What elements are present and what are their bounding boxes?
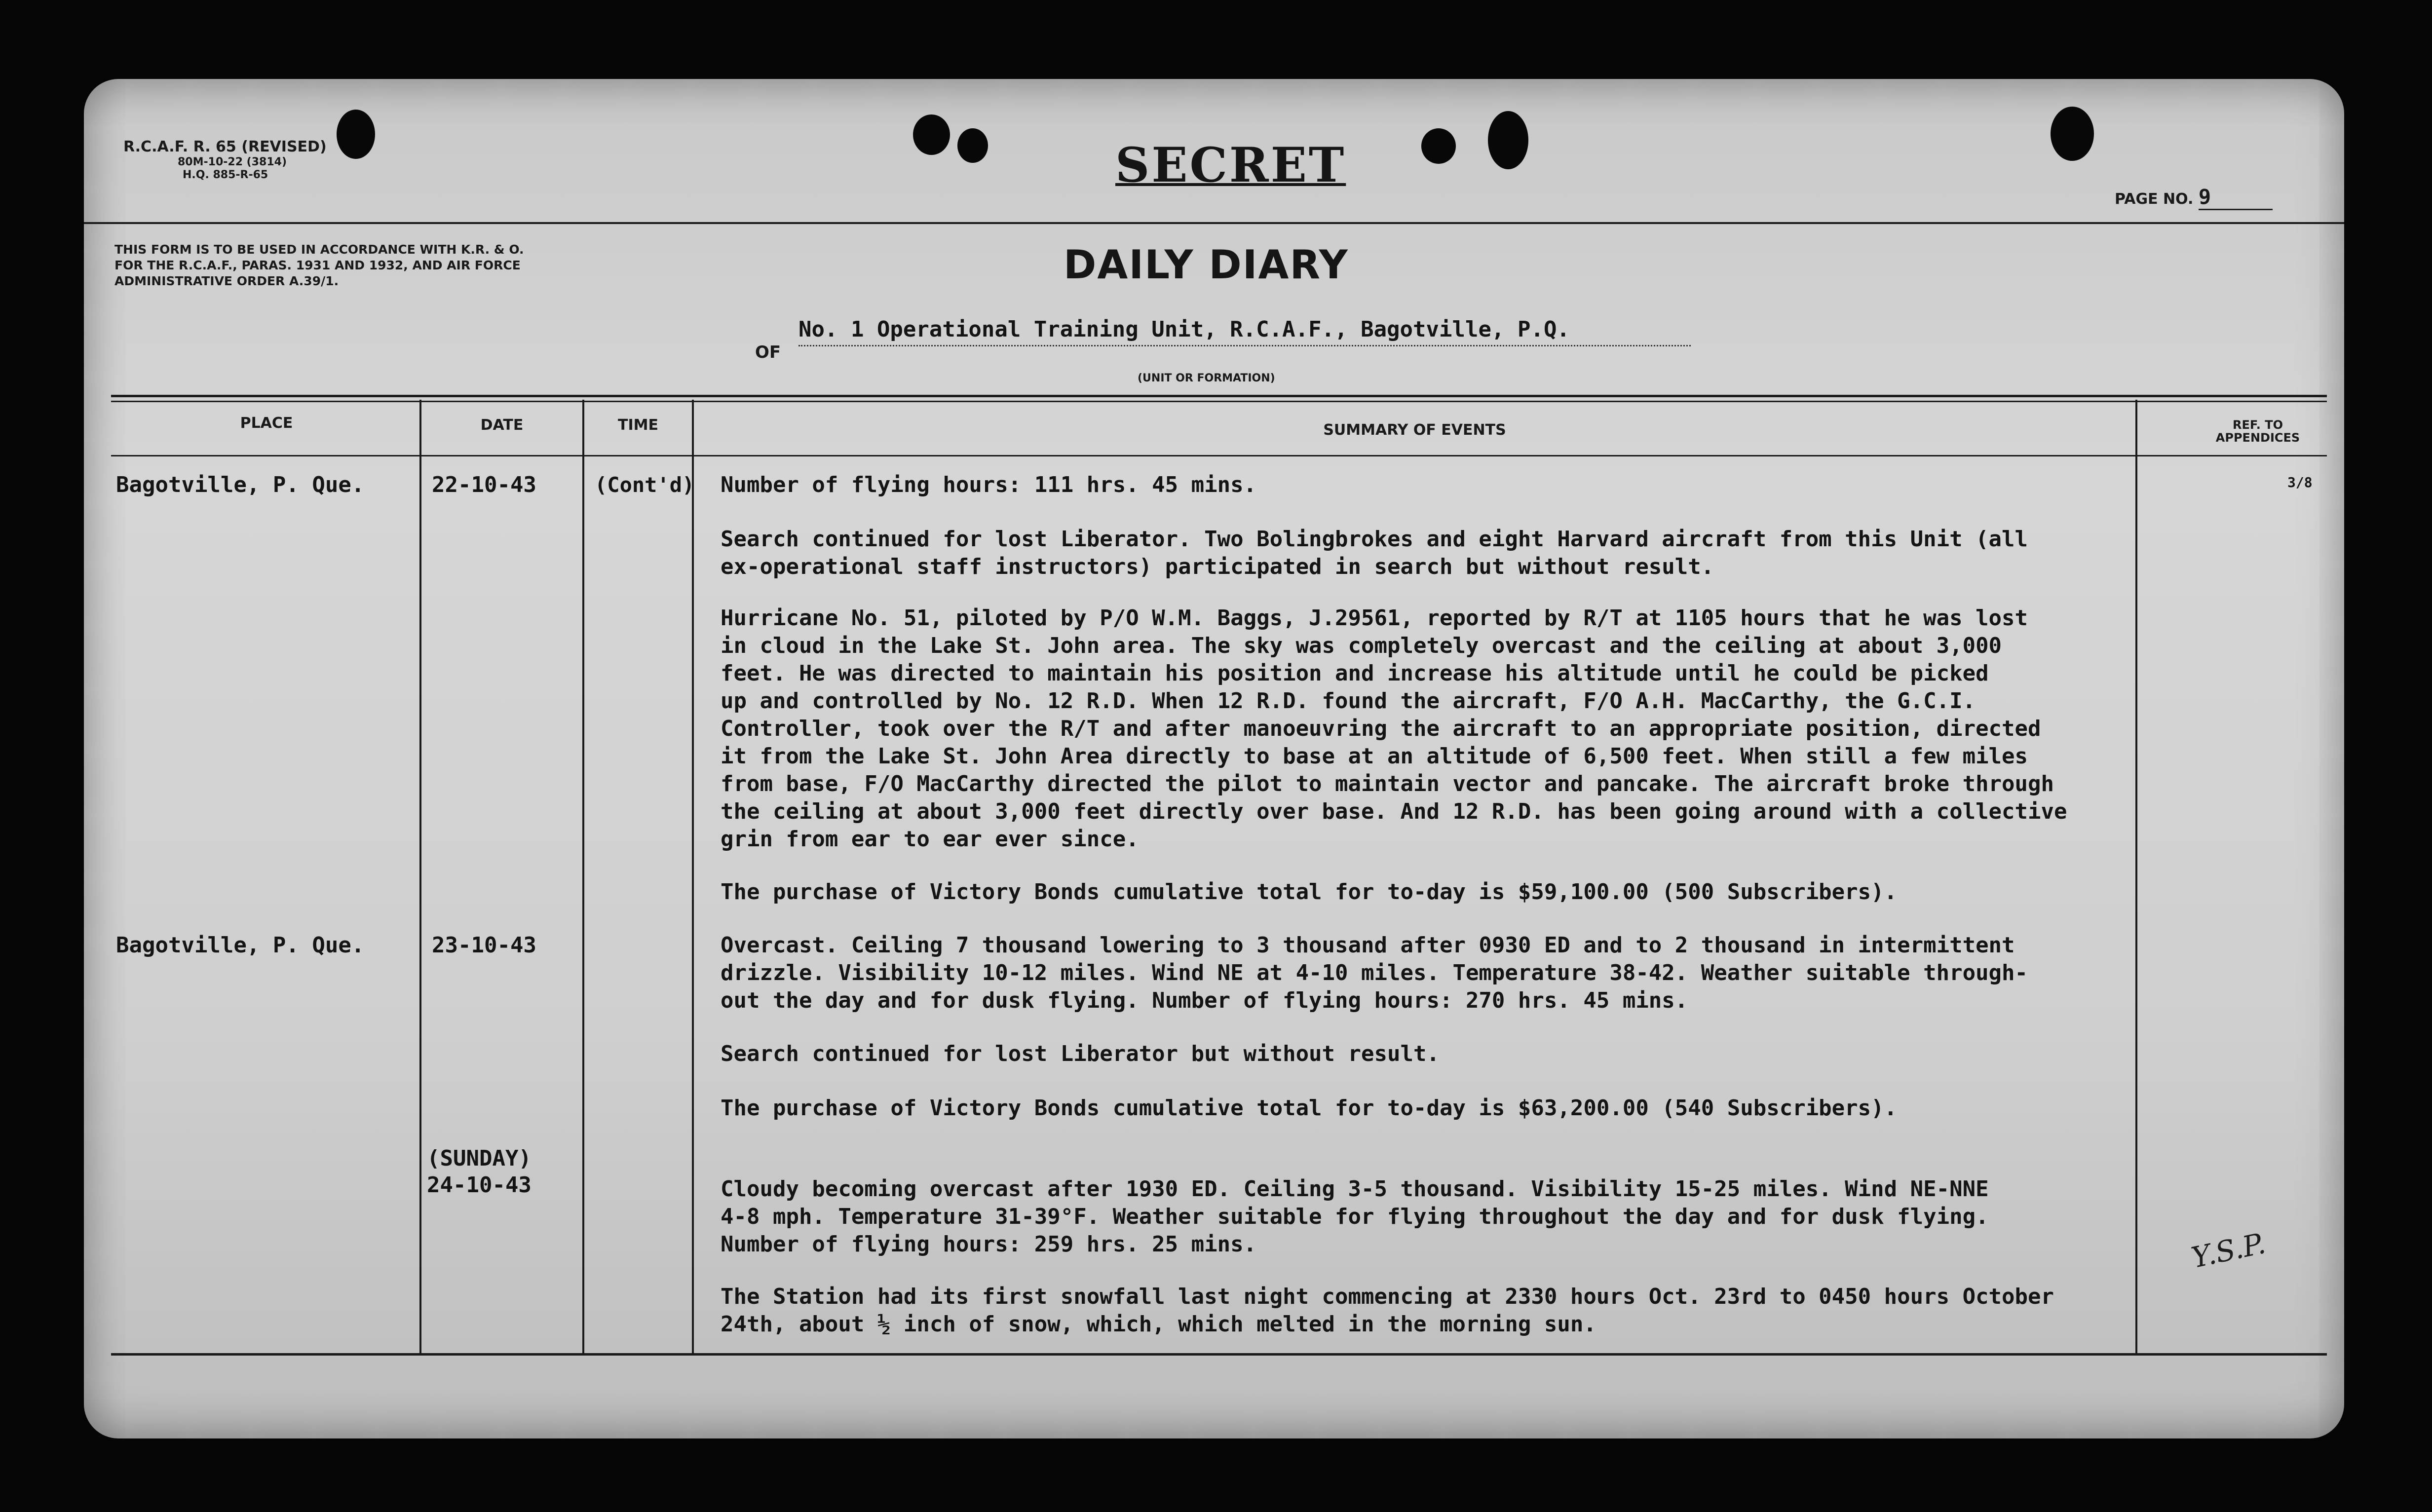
form-id-line3: H.Q. 885-R-65 — [183, 169, 268, 181]
page-label: PAGE NO. — [2115, 190, 2194, 208]
summary-paragraph: Hurricane No. 51, piloted by P/O W.M. Baggs, J.29561, reported by R/T at 1105 hours that he was lost in cloud in the Lake St. John area. The sky was completely overcast and the ceiling at about 3,000 feet. He was directed to maintain his position and increase his altitude until he could be picked up and controlled by No. 12 R.D. When 12 R.D. found the aircraft, F/O A.H. MacCarthy, the G.C.I. Controller, took over the R/T and after manoeuvring the aircraft to an appropriate position, directed it from the Lake St. John Area directly to base at an altitude of 6,500 feet. When still a few miles from base, F/O MacCarthy directed the pilot to maintain vector and pancake. The aircraft broke through the ceiling at about 3,000 feet directly over base. And 12 R.D. has been going around with a collective grin from ear to ear ever since. — [721, 605, 2067, 852]
form-id-line1: R.C.A.F. R. 65 (REVISED) — [123, 138, 327, 155]
unit-caption: (UNIT OR FORMATION) — [1138, 372, 1275, 384]
punch-hole — [337, 110, 375, 159]
entry-date: 23-10-43 — [432, 933, 536, 958]
entry-date: 22-10-43 — [432, 472, 536, 497]
entry-place: Bagotville, P. Que. — [116, 933, 365, 958]
col-divider-date — [582, 400, 584, 1355]
summary-paragraph: Cloudy becoming overcast after 1930 ED. Ceiling 3-5 thousand. Visibility 15-25 miles. Wind NE-NNE 4-8 mph. Temperature 31-39°F. Weather suitable for flying throughout the day and for dusk flying. Number of flying hours: 259 hrs. 25 mins. — [721, 1176, 1989, 1257]
form-id-line2: 80M-10-22 (3814) — [178, 156, 287, 168]
column-header-time: TIME — [618, 416, 658, 434]
summary-paragraph: The purchase of Victory Bonds cumulative total for to-day is $63,200.00 (540 Subscribers). — [721, 1096, 1898, 1121]
entry-time: (Cont'd) — [595, 473, 695, 497]
diary-title: DAILY DIARY — [1064, 242, 1349, 288]
summary-paragraph: Search continued for lost Liberator but without result. — [721, 1041, 1440, 1066]
classification-heading: SECRET — [1115, 137, 1346, 193]
table-top-rule-2 — [111, 401, 2327, 402]
page-number-label — [2115, 185, 2273, 210]
of-label: OF — [755, 342, 781, 362]
summary-paragraph: Number of flying hours: 111 hrs. 45 mins. — [721, 472, 1257, 497]
punch-hole — [2051, 107, 2094, 161]
summary-paragraph: Overcast. Ceiling 7 thousand lowering to 3 thousand after 0930 ED and to 2 thousand in intermittent drizzle. Visibility 10-12 miles. Wind NE at 4-10 miles. Temperature 38-42. Weather suitable through- out the day and for dusk flying. Number of flying hours: 270 hrs. 45 mins. — [721, 933, 2028, 1013]
handwritten-initials: Y.S.P. — [2188, 1226, 2269, 1275]
table-top-rule — [111, 395, 2327, 397]
table-bottom-rule — [111, 1353, 2327, 1356]
entry-appendix-ref: 3/8 — [2287, 474, 2313, 491]
page-number: 9 — [2199, 185, 2273, 210]
punch-hole — [1421, 128, 1456, 164]
col-divider-time — [692, 400, 694, 1355]
entry-day: (SUNDAY) — [427, 1146, 532, 1171]
entry-date: 24-10-43 — [427, 1172, 532, 1198]
form-id — [123, 138, 327, 182]
form-instructions: THIS FORM IS TO BE USED IN ACCORDANCE WITH K.R. & O. FOR THE R.C.A.F., PARAS. 1931 AND 1932, AND AIR FORCE ADMINISTRATIVE ORDER A.39/1. — [114, 242, 524, 288]
column-header-ref: REF. TO APPENDICES — [2215, 418, 2300, 445]
col-divider-place — [419, 400, 421, 1355]
punch-hole — [957, 128, 988, 163]
summary-paragraph: Search continued for lost Liberator. Two Bolingbrokes and eight Harvard aircraft from this Unit (all ex-operational staff instructors) participated in search but without result. — [721, 527, 2028, 579]
header-rule — [84, 222, 2344, 224]
column-header-rule — [111, 455, 2327, 456]
column-header-summary: SUMMARY OF EVENTS — [1323, 421, 1506, 439]
entry-place: Bagotville, P. Que. — [116, 472, 365, 497]
summary-paragraph: The Station had its first snowfall last night commencing at 2330 hours Oct. 23rd to 0450 hours October 24th, about ½ inch of snow, which, which melted in the morning sun. — [721, 1284, 2054, 1337]
summary-paragraph: The purchase of Victory Bonds cumulative total for to-day is $59,100.00 (500 Subscribers). — [721, 879, 1898, 905]
punch-hole — [913, 114, 950, 155]
column-header-place: PLACE — [240, 415, 293, 432]
column-header-date: DATE — [480, 416, 524, 434]
punch-hole — [1488, 111, 1528, 169]
unit-name: No. 1 Operational Training Unit, R.C.A.F., Bagotville, P.Q. — [798, 317, 1691, 346]
diary-sheet — [84, 79, 2344, 1438]
